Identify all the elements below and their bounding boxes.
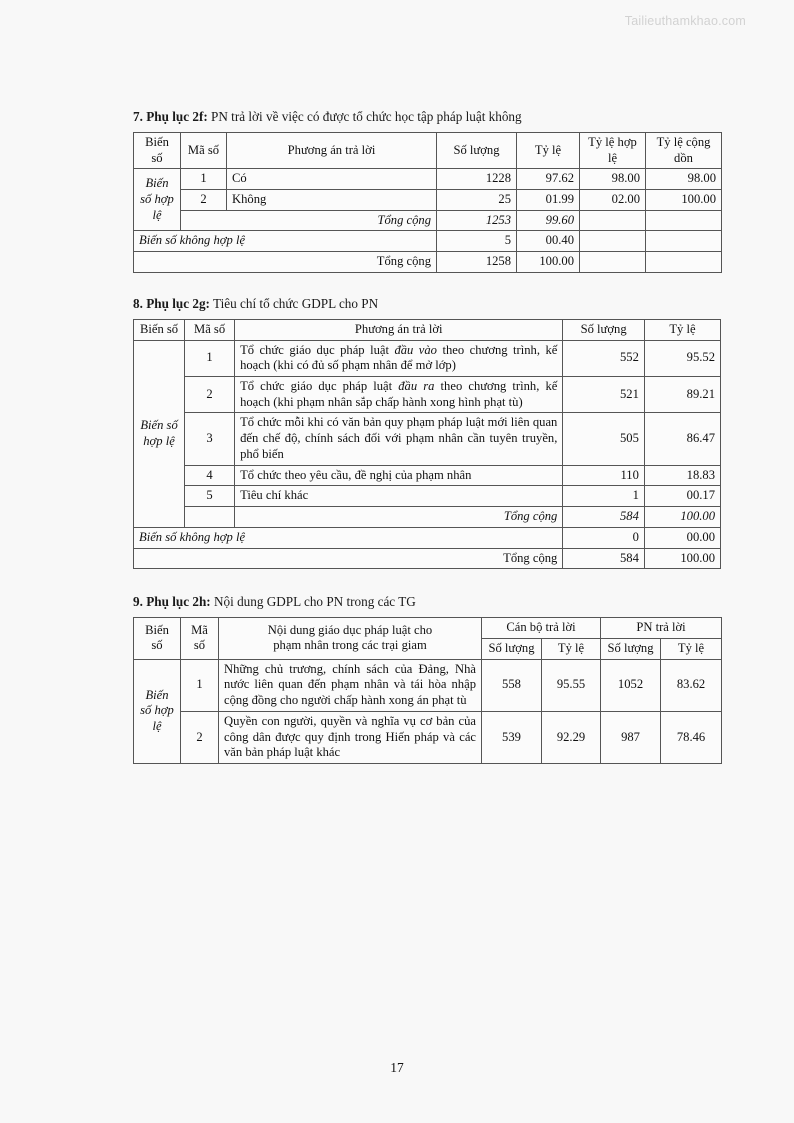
cell-pn-ty-le: 83.62 (661, 659, 722, 711)
table-row (134, 340, 721, 376)
cell-ma-so: 4 (185, 465, 235, 486)
cell-cb-so-luong: 558 (482, 659, 542, 711)
cell-so-luong: 110 (563, 465, 645, 486)
cell-so-luong: 1 (563, 486, 645, 507)
cell-noi-dung: Quyền con người, quyền và nghĩa vụ cơ bản của công dân được quy định trong Hiến pháp và các văn bản pháp luật khác (219, 711, 482, 763)
col-cb-so-luong: Số lượng (482, 638, 542, 659)
table-invalid-row (134, 231, 722, 252)
col-group-pn: PN trả lời (601, 618, 722, 639)
table-total-row (134, 252, 722, 273)
subtotal-so-luong: 584 (563, 507, 645, 528)
invalid-ty-le: 00.40 (517, 231, 580, 252)
table-row (134, 659, 722, 711)
invalid-so-luong: 5 (437, 231, 517, 252)
cell-ma-so: 1 (181, 169, 227, 190)
group-label-valid: Biến số hợp lệ (134, 659, 181, 763)
col-phuong-an: Phương án trả lời (235, 319, 563, 340)
cell-ma-so: 1 (185, 340, 235, 376)
section-8-heading (133, 295, 721, 313)
col-ty-le-cong-don: Tỷ lệ cộng dồn (646, 132, 722, 168)
cell-pn-so-luong: 987 (601, 711, 661, 763)
section-9 (133, 593, 721, 764)
table-row (134, 376, 721, 412)
invalid-empty-2 (646, 231, 722, 252)
subtotal-ty-le: 99.60 (517, 210, 580, 231)
table-invalid-row (134, 527, 721, 548)
section-spacer (133, 569, 721, 593)
invalid-so-luong: 0 (563, 527, 645, 548)
cell-ty-le-cong-don: 100.00 (646, 190, 722, 211)
cell-so-luong: 521 (563, 376, 645, 412)
cell-ty-le-cong-don: 98.00 (646, 169, 722, 190)
table-row (134, 190, 722, 211)
cell-phuong-an: Tổ chức giáo dục pháp luật đầu vào theo chương trình, kế hoạch (khi có đủ số phạm nhân để mở lớp) (235, 340, 563, 376)
total-empty-1 (580, 252, 646, 273)
cell-ty-le-hop-le: 02.00 (580, 190, 646, 211)
cell-ma-so: 2 (181, 711, 219, 763)
subtotal-label: Tổng cộng (181, 210, 437, 231)
table-subtotal-row (134, 210, 722, 231)
cell-ty-le: 18.83 (644, 465, 720, 486)
cell-phuong-an: Tổ chức mỗi khi có văn bản quy phạm pháp luật mới liên quan đến chế độ, chính sách đối với phạm nhân cần tuyên truyền, phổ biến (235, 413, 563, 465)
section-spacer (133, 273, 721, 295)
cell-ty-le: 95.52 (644, 340, 720, 376)
cell-ty-le: 01.99 (517, 190, 580, 211)
col-group-can-bo: Cán bộ trả lời (482, 618, 601, 639)
cell-ma-so: 3 (185, 413, 235, 465)
section-9-number: 9. Phụ lục 2h: (133, 594, 211, 610)
section-8 (133, 295, 721, 569)
col-phuong-an: Phương án trả lời (227, 132, 437, 168)
invalid-label: Biến số không hợp lệ (134, 231, 437, 252)
subtotal-ty-le: 100.00 (644, 507, 720, 528)
cell-phuong-an: Có (227, 169, 437, 190)
cell-so-luong: 1228 (437, 169, 517, 190)
table-row (134, 465, 721, 486)
table-header-row (134, 132, 722, 168)
total-ty-le: 100.00 (644, 548, 720, 569)
col-ma-so: Mã số (181, 618, 219, 659)
col-ty-le: Tỷ lệ (517, 132, 580, 168)
total-label: Tổng cộng (134, 252, 437, 273)
section-8-number: 8. Phụ lục 2g: (133, 295, 210, 311)
cell-cb-so-luong: 539 (482, 711, 542, 763)
cell-noi-dung: Những chủ trương, chính sách của Đảng, Nhà nước liên quan đến phạm nhân và tái hòa nhập cộng đồng cho người chấp hành xong án phạt tù (219, 659, 482, 711)
cell-ty-le: 97.62 (517, 169, 580, 190)
cell-pn-ty-le: 78.46 (661, 711, 722, 763)
section-7 (133, 108, 721, 273)
cell-phuong-an: Tổ chức theo yêu cầu, đề nghị của phạm nhân (235, 465, 563, 486)
section-7-heading (133, 108, 721, 126)
total-so-luong: 584 (563, 548, 645, 569)
total-label: Tổng cộng (134, 548, 563, 569)
table-row (134, 413, 721, 465)
col-ty-le: Tỷ lệ (644, 319, 720, 340)
cell-ma-so: 2 (181, 190, 227, 211)
invalid-ty-le: 00.00 (644, 527, 720, 548)
col-ty-le-hop-le: Tỷ lệ hợp lệ (580, 132, 646, 168)
cell-ma-so: 2 (185, 376, 235, 412)
table-row (134, 711, 722, 763)
section-7-title: PN trả lời về việc có được tổ chức học tập pháp luật không (207, 109, 522, 124)
cell-phuong-an: Không (227, 190, 437, 211)
cell-cb-ty-le: 95.55 (542, 659, 601, 711)
table-header-row-top (134, 618, 722, 639)
col-bien-so: Biến số (134, 319, 185, 340)
section-9-title: Nội dung GDPL cho PN trong các TG (210, 594, 416, 610)
subtotal-so-luong: 1253 (437, 210, 517, 231)
table-subtotal-row (134, 507, 721, 528)
total-so-luong: 1258 (437, 252, 517, 273)
subtotal-empty-1 (580, 210, 646, 231)
page-content (133, 108, 721, 764)
cell-ty-le: 89.21 (644, 376, 720, 412)
cell-ty-le-hop-le: 98.00 (580, 169, 646, 190)
col-cb-ty-le: Tỷ lệ (542, 638, 601, 659)
col-bien-so: Biến số (134, 618, 181, 659)
col-ma-so: Mã số (185, 319, 235, 340)
col-so-luong: Số lượng (437, 132, 517, 168)
cell-ma-so: 1 (181, 659, 219, 711)
cell-ty-le: 00.17 (644, 486, 720, 507)
table-row (134, 486, 721, 507)
section-7-number: 7. Phụ lục 2f: (133, 109, 208, 124)
cell-ma-so: 5 (185, 486, 235, 507)
section-9-heading (133, 593, 721, 611)
col-bien-so: Biến số (134, 132, 181, 168)
table-total-row (134, 548, 721, 569)
group-label-valid: Biến số hợp lệ (134, 340, 185, 527)
section-8-title: Tiêu chí tổ chức GDPL cho PN (209, 295, 379, 311)
col-pn-so-luong: Số lượng (601, 638, 661, 659)
col-pn-ty-le: Tỷ lệ (661, 638, 722, 659)
total-ty-le: 100.00 (517, 252, 580, 273)
col-so-luong: Số lượng (563, 319, 645, 340)
table-row (134, 169, 722, 190)
cell-pn-so-luong: 1052 (601, 659, 661, 711)
subtotal-label: Tổng cộng (235, 507, 563, 528)
table-phu-luc-2f (133, 132, 722, 273)
cell-so-luong: 505 (563, 413, 645, 465)
subtotal-empty-2 (646, 210, 722, 231)
col-ma-so: Mã số (181, 132, 227, 168)
total-empty-2 (646, 252, 722, 273)
cell-phuong-an: Tổ chức giáo dục pháp luật đầu ra theo chương trình, kế hoạch (khi phạm nhân sắp chấp hành xong hình phạt tù) (235, 376, 563, 412)
table-phu-luc-2g (133, 319, 721, 570)
table-header-row (134, 319, 721, 340)
watermark-text: Tailieuthamkhao.com (624, 14, 746, 28)
page-number: 17 (390, 1060, 404, 1075)
subtotal-empty-ma (185, 507, 235, 528)
col-noi-dung: Nội dung giáo dục pháp luật cho phạm nhân trong các trại giam (219, 618, 482, 659)
cell-cb-ty-le: 92.29 (542, 711, 601, 763)
cell-so-luong: 25 (437, 190, 517, 211)
cell-so-luong: 552 (563, 340, 645, 376)
group-label-valid: Biến số hợp lệ (134, 169, 181, 231)
cell-ty-le: 86.47 (644, 413, 720, 465)
invalid-label: Biến số không hợp lệ (134, 527, 563, 548)
table-phu-luc-2h (133, 617, 722, 764)
cell-phuong-an: Tiêu chí khác (235, 486, 563, 507)
invalid-empty-1 (580, 231, 646, 252)
